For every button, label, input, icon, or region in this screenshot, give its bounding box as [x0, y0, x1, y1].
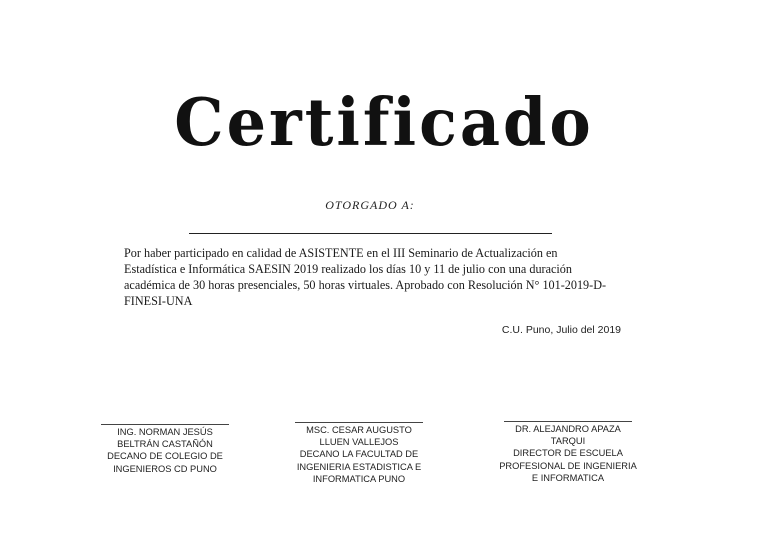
- signatory-line: DECANO DE COLEGIO DE: [107, 451, 223, 462]
- date-place: C.U. Puno, Julio del 2019: [501, 324, 621, 336]
- signature-line: [295, 422, 423, 423]
- signature-line: [504, 421, 632, 422]
- signatory-line: INGENIEROS CD PUNO: [113, 463, 217, 474]
- signatory-line: PROFESIONAL DE INGENIERIA: [499, 460, 637, 471]
- signatory-line: DECANO LA FACULTAD DE: [299, 449, 419, 460]
- certificate-body: [124, 245, 617, 309]
- signatory-line: DR. ALEJANDRO APAZA: [515, 424, 621, 434]
- signatory-line: BELTRÁN CASTAÑÓN: [117, 439, 213, 450]
- signatory-line: LLUEN VALLEJOS: [319, 437, 399, 448]
- signatory-line: E INFORMATICA: [531, 472, 605, 483]
- signature-block-facultad: [284, 422, 434, 485]
- signatory-line: DIRECTOR DE ESCUELA: [513, 448, 623, 459]
- signature-block-colegio: [90, 424, 240, 475]
- signatory-line: TARQUI: [550, 436, 586, 447]
- signature-line: [101, 424, 229, 425]
- body-line: Por haber participado en calidad de ASISTENTE en el III Seminario de Actualización en: [124, 246, 558, 260]
- signatory-line: INFORMATICA PUNO: [312, 473, 406, 484]
- body-line: académica de 30 horas presenciales, 50 horas virtuales. Aprobado con Resolución N° 101-2019-D-: [124, 278, 607, 292]
- recipient-name-line: [189, 233, 552, 234]
- signature-block-escuela: [493, 421, 643, 484]
- granted-to-label: OTORGADO A:: [325, 198, 415, 212]
- signatory-line: INGENIERIA ESTADISTICA E: [296, 461, 422, 472]
- certificate-title: Certificado: [174, 84, 594, 161]
- body-line: Estadística e Informática SAESIN 2019 realizado los días 10 y 11 de julio con una duración: [124, 262, 572, 276]
- body-line: FINESI-UNA: [124, 294, 193, 308]
- signatory-line: MSC. CESAR AUGUSTO: [306, 425, 412, 435]
- signatory-line: ING. NORMAN JESÚS: [117, 427, 213, 437]
